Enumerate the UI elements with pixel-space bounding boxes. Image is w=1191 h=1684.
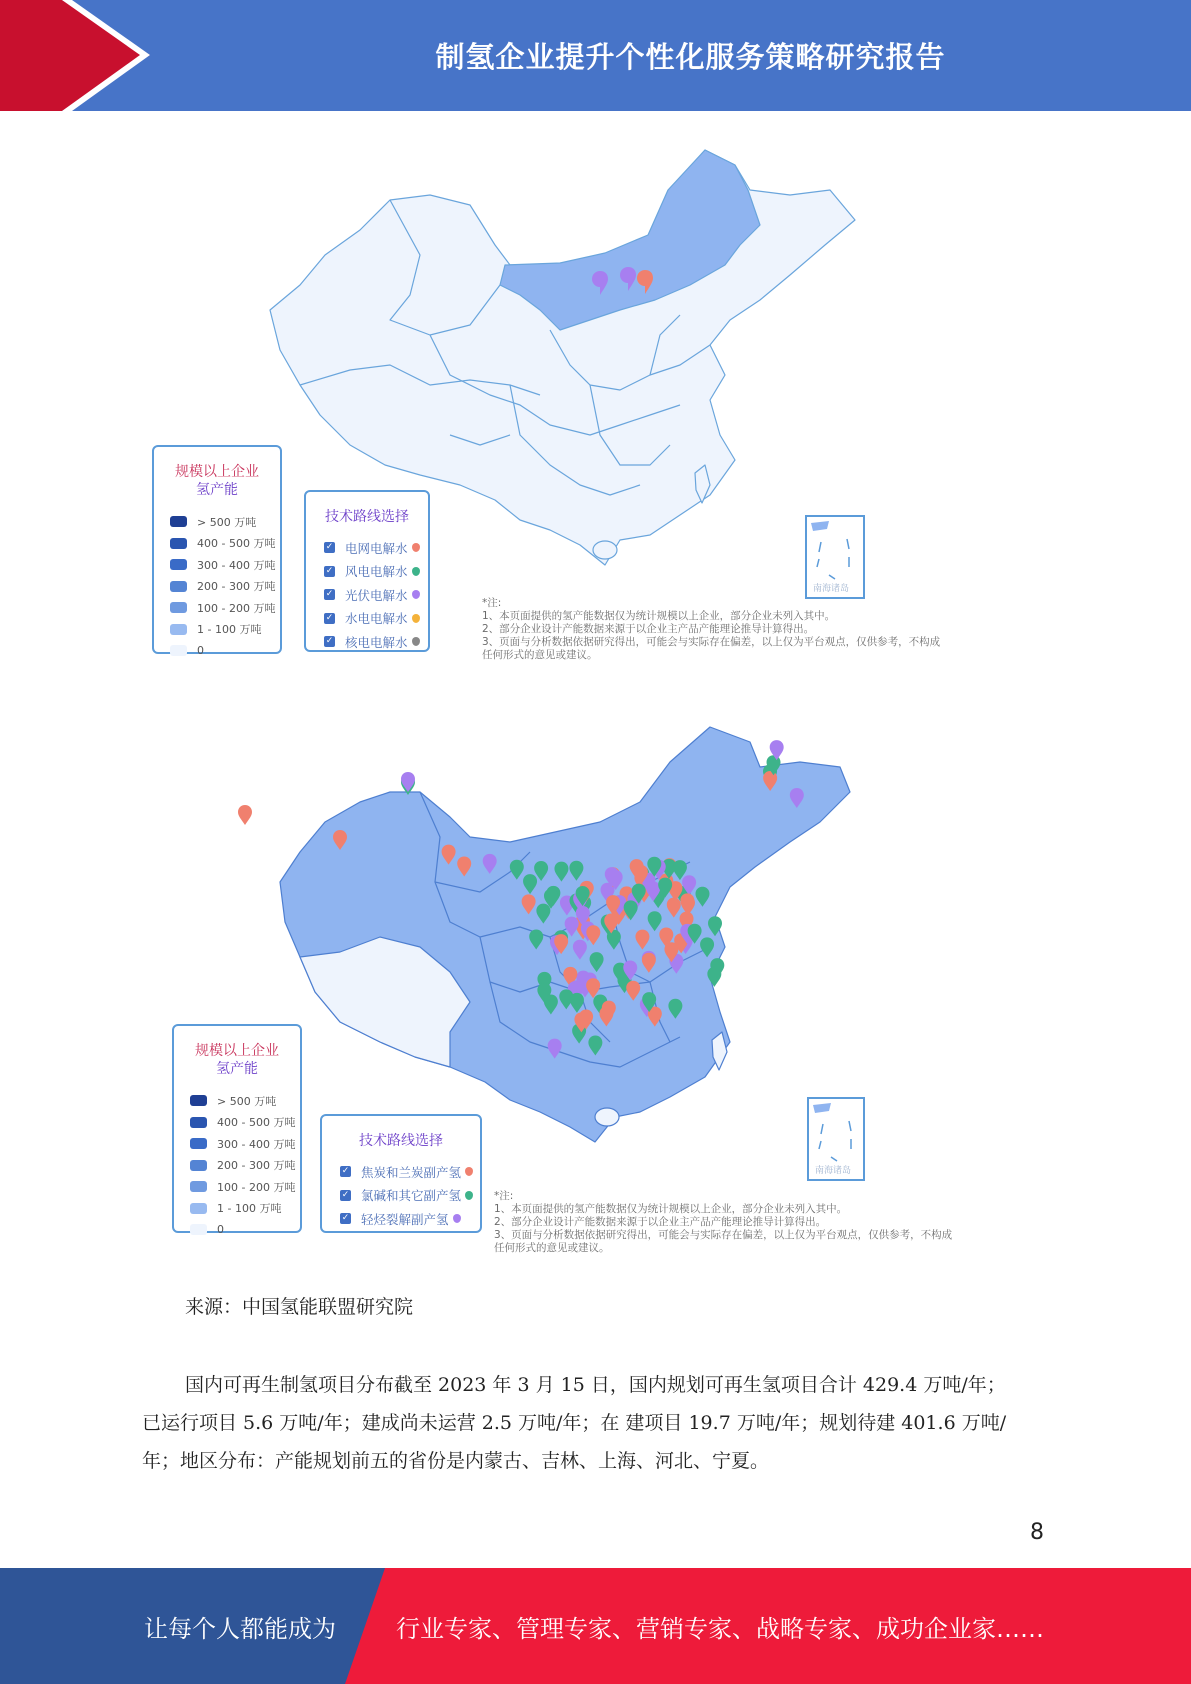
tech-legend-title: 技术路线选择 [325, 509, 409, 525]
pin-icon [412, 567, 420, 576]
tech-route-option[interactable] [306, 607, 428, 631]
checkbox-checked-icon[interactable]: ✓ [325, 565, 334, 576]
tech-route-label: 轻烃裂解副产氢 [361, 1211, 449, 1227]
page-footer [0, 1568, 1191, 1684]
capacity-legend [172, 1024, 302, 1237]
pin-icon [465, 1167, 473, 1176]
checkbox-checked-icon[interactable]: ✓ [341, 1166, 350, 1177]
legend-scale-item [174, 1176, 300, 1198]
map-pin [238, 805, 252, 825]
tech-route-option[interactable] [322, 1184, 480, 1208]
legend-swatch [190, 1117, 207, 1128]
pin-icon [465, 1191, 473, 1200]
legend-swatch [170, 516, 187, 527]
pin-icon [412, 637, 420, 646]
renewable-hydrogen-map [150, 135, 1040, 687]
legend-title: 规模以上企业 氢产能 [195, 1043, 279, 1077]
legend-scale-label: 400 - 500 万吨 [217, 1116, 296, 1130]
pin-icon [412, 614, 420, 623]
legend-swatch [170, 602, 187, 613]
legend-scale-item [174, 1133, 300, 1155]
map-pin [401, 772, 415, 792]
tech-route-label: 电网电解水 [345, 540, 408, 556]
south-sea-label: 南海诸岛 [815, 1166, 852, 1176]
tech-legend-title: 技术路线选择 [359, 1133, 443, 1149]
checkbox-checked-icon[interactable]: ✓ [325, 589, 334, 600]
tech-route-label: 风电电解水 [345, 564, 408, 580]
pin-icon [412, 590, 420, 599]
note-line: 3、页面与分析数据依据研究得出，可能会与实际存在偏差，以上仅为平台观点，仅供参考，不构成 [482, 636, 941, 648]
report-title: 制氢企业提升个性化服务策略研究报告 [435, 40, 946, 74]
pin-icon [412, 543, 420, 552]
map1-notes [482, 597, 940, 662]
legend-swatch [190, 1095, 207, 1106]
legend-title: 规模以上企业 氢产能 [175, 464, 259, 498]
tech-route-list [322, 1160, 480, 1231]
note-line: 2、部分企业设计产能数据来源于以企业主产品产能理论推导计算得出。 [494, 1216, 827, 1228]
note-line: 1、本页面提供的氢产能数据仅为统计规模以上企业，部分企业未列入其中。 [482, 610, 836, 622]
legend-scale-label: 300 - 400 万吨 [217, 1137, 296, 1151]
byproduct-hydrogen-map [150, 722, 1040, 1270]
south-sea-inset [805, 515, 865, 599]
legend-swatch [170, 645, 187, 656]
pin-icon [453, 1214, 461, 1223]
tech-route-option[interactable] [306, 583, 428, 607]
legend-scale-label: > 500 万吨 [197, 515, 257, 529]
legend-scale-list [154, 511, 280, 662]
tech-route-label: 水电电解水 [345, 611, 408, 627]
note-line: *注: [482, 597, 502, 609]
note-line: 1、本页面提供的氢产能数据仅为统计规模以上企业，部分企业未列入其中。 [494, 1203, 848, 1215]
tech-route-legend [320, 1114, 482, 1233]
legend-scale-label: 400 - 500 万吨 [197, 537, 276, 551]
footer-slogan-left: 让每个人都能成为 [144, 1614, 336, 1643]
tech-route-option[interactable] [306, 560, 428, 584]
legend-scale-label: 100 - 200 万吨 [197, 601, 276, 615]
figure-source: 来源：中国氢能联盟研究院 [185, 1296, 414, 1318]
legend-scale-label: 200 - 300 万吨 [197, 580, 276, 594]
legend-scale-label: 1 - 100 万吨 [197, 623, 262, 637]
legend-scale-item [154, 511, 280, 533]
legend-scale-item [174, 1155, 300, 1177]
footer-slogan-right: 行业专家、管理专家、营销专家、战略专家、成功企业家…… [396, 1614, 1044, 1643]
legend-scale-label: > 500 万吨 [217, 1094, 277, 1108]
legend-scale-item [174, 1112, 300, 1134]
checkbox-checked-icon[interactable]: ✓ [341, 1189, 350, 1200]
page-number: 8 [1030, 1520, 1044, 1545]
legend-scale-item [174, 1090, 300, 1112]
note-line: *注: [494, 1190, 514, 1202]
note-line: 3、页面与分析数据依据研究得出，可能会与实际存在偏差，以上仅为平台观点，仅供参考，不构成 [494, 1229, 953, 1241]
legend-scale-label: 1 - 100 万吨 [217, 1202, 282, 1216]
legend-scale-item [154, 576, 280, 598]
tech-route-option[interactable] [322, 1207, 480, 1231]
tech-route-legend [304, 490, 430, 652]
checkbox-checked-icon[interactable]: ✓ [325, 612, 334, 623]
legend-scale-label: 0 [197, 644, 204, 658]
legend-scale-label: 100 - 200 万吨 [217, 1180, 296, 1194]
legend-scale-list [174, 1090, 300, 1241]
legend-swatch [170, 559, 187, 570]
tech-route-option[interactable] [306, 630, 428, 654]
capacity-legend [152, 445, 282, 658]
legend-swatch [170, 538, 187, 549]
south-sea-label: 南海诸岛 [813, 584, 850, 594]
body-paragraph: 国内可再生制氢项目分布截至 2023 年 3 月 15 日，国内规划可再生氢项目合计 429.4 万吨/年；已运行项目 5.6 万吨/年；建成尚未运营 2.5 万吨/年；在 建项目 19.7 万吨/年；规划待建 401.6 万吨/年；地区分布：产能规划前五的省份是内蒙古、吉林、上海、河北、宁夏。 [142, 1374, 1007, 1472]
legend-swatch [190, 1181, 207, 1192]
legend-scale-item [154, 597, 280, 619]
legend-scale-label: 200 - 300 万吨 [217, 1159, 296, 1173]
legend-swatch [170, 581, 187, 592]
legend-swatch [190, 1138, 207, 1149]
legend-swatch [190, 1160, 207, 1171]
legend-scale-label: 0 [217, 1223, 224, 1237]
legend-swatch [190, 1203, 207, 1214]
tech-route-option[interactable] [306, 536, 428, 560]
page-header [0, 0, 1191, 111]
tech-route-label: 氯碱和其它副产氢 [361, 1188, 462, 1204]
note-line: 2、部分企业设计产能数据来源于以企业主产品产能理论推导计算得出。 [482, 623, 815, 635]
legend-scale-label: 300 - 400 万吨 [197, 558, 276, 572]
checkbox-checked-icon[interactable]: ✓ [341, 1213, 350, 1224]
legend-swatch [190, 1224, 207, 1235]
checkbox-checked-icon[interactable]: ✓ [325, 636, 334, 647]
tech-route-label: 光伏电解水 [345, 587, 408, 603]
tech-route-label: 核电电解水 [345, 634, 408, 650]
legend-swatch [170, 624, 187, 635]
legend-scale-item [174, 1219, 300, 1241]
note-line: 任何形式的意见或建议。 [482, 649, 598, 661]
note-line: 任何形式的意见或建议。 [494, 1242, 610, 1254]
legend-scale-item [154, 554, 280, 576]
south-sea-inset [807, 1097, 865, 1181]
tech-route-label: 焦炭和兰炭副产氢 [361, 1164, 462, 1180]
legend-scale-item [154, 619, 280, 641]
header-arrow-decoration [0, 0, 200, 111]
tech-route-option[interactable] [322, 1160, 480, 1184]
legend-scale-item [154, 533, 280, 555]
map2-notes [494, 1190, 952, 1255]
legend-scale-item [154, 640, 280, 662]
tech-route-list [306, 536, 428, 654]
checkbox-checked-icon[interactable]: ✓ [325, 542, 334, 553]
legend-scale-item [174, 1198, 300, 1220]
